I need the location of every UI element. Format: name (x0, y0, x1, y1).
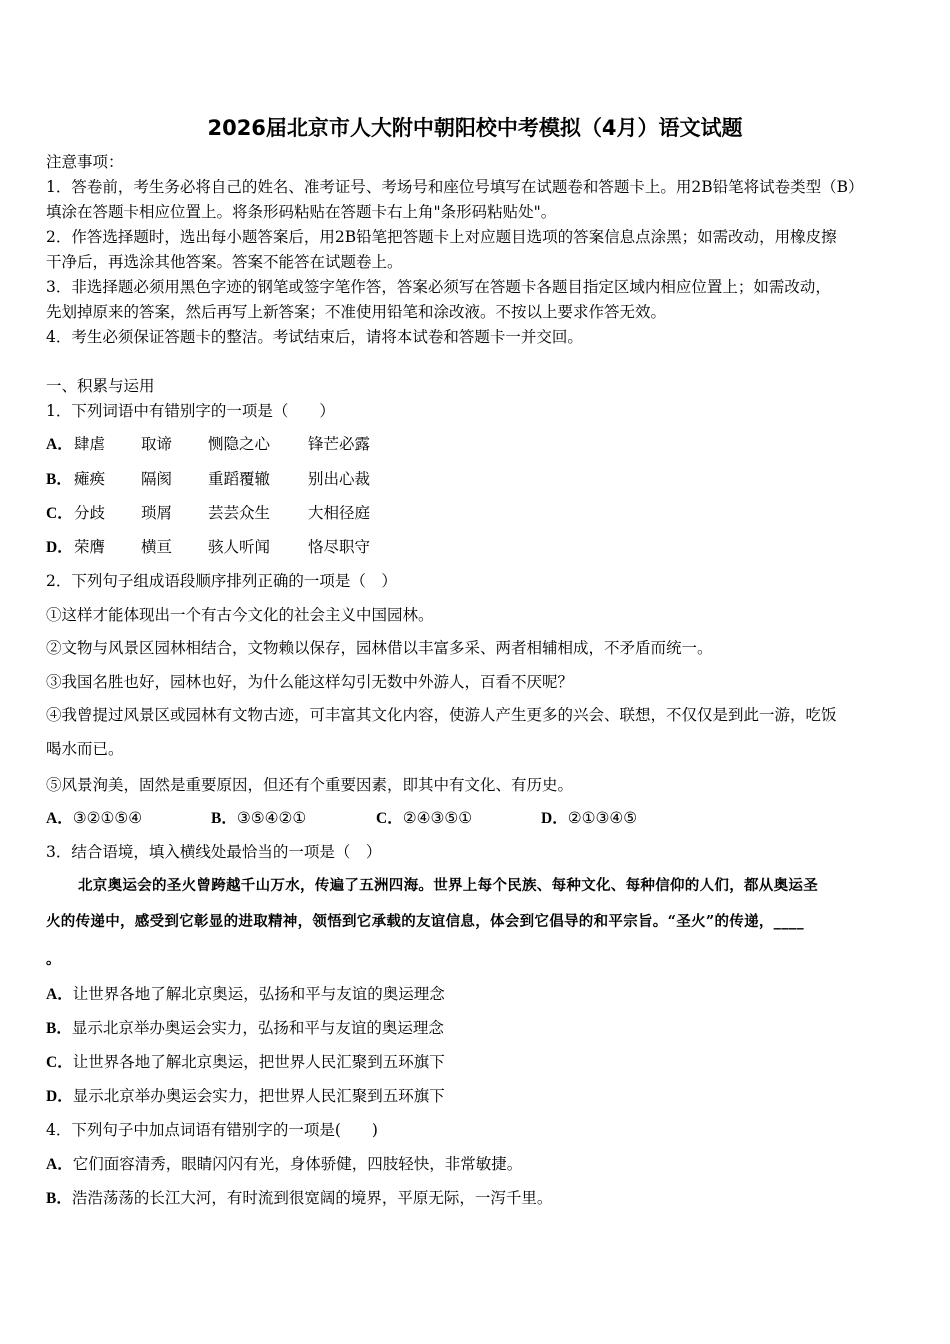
notice-line: 先划掉原来的答案，然后再写上新答案；不准使用铅笔和涂改液。不按以上要求作答无效。 (46, 303, 667, 321)
word: 恻隐之心 (208, 435, 271, 453)
sentence: 喝水而已。 (46, 740, 124, 758)
option-label: B． (46, 471, 72, 488)
option-text: ③②①⑤④ (72, 809, 143, 827)
q2-option-d (541, 808, 706, 829)
question-3-stem: 3．结合语境，填入横线处最恰当的一项是（ ） (46, 843, 382, 861)
notice-line: 2．作答选择题时，选出每小题答案后，用2B铅笔把答题卡上对应题目选项的答案信息点涂黑；如需改动，用橡皮擦 (46, 228, 837, 246)
notice-line: 3．非选择题必须用黑色字迹的钢笔或签字笔作答，答案必须写在答题卡各题目指定区域内相应位置上；如需改动， (46, 278, 831, 296)
word: 重蹈覆辙 (208, 470, 271, 488)
q4-option-b (46, 1188, 552, 1209)
word: 芸芸众生 (208, 504, 271, 522)
question-2-stem: 2．下列句子组成语段顺序排列正确的一项是（ ） (46, 572, 397, 590)
q4-option-a (46, 1154, 522, 1175)
notice-line: 4．考生必须保证答题卡的整洁。考试结束后，请将本试卷和答题卡一并交回。 (46, 328, 583, 346)
q3-option-c (46, 1052, 445, 1073)
word: 肆虐 (74, 435, 106, 453)
q3-option-d (46, 1086, 445, 1107)
option-text: 让世界各地了解北京奥运，弘扬和平与友谊的奥运理念 (72, 985, 445, 1003)
notice-heading: 注意事项： (46, 153, 124, 171)
q1-option-a (46, 434, 370, 455)
word: 横亘 (141, 538, 173, 556)
option-label: C． (46, 1054, 73, 1071)
option-label: B． (46, 1020, 72, 1037)
notice-line: 填涂在答题卡相应位置上。将条形码粘贴在答题卡右上角"条形码粘贴处"。 (46, 203, 557, 221)
option-text: 浩浩荡荡的长江大河，有时流到很宽阔的境界，平原无际，一泻千里。 (71, 1189, 553, 1207)
option-text: 显示北京举办奥运会实力，把世界人民汇聚到五环旗下 (72, 1087, 445, 1105)
option-label: C． (46, 505, 73, 522)
word: 隔阂 (141, 470, 173, 488)
sentence: ③我国名胜也好，园林也好，为什么能这样勾引无数中外游人，百看不厌呢？ (46, 673, 574, 691)
option-label: B． (211, 810, 237, 827)
word: 取谛 (141, 435, 173, 453)
q2-option-c (376, 808, 541, 829)
q1-option-b (46, 469, 370, 490)
word: 骇人听闻 (208, 538, 271, 556)
option-label: D． (46, 1088, 73, 1105)
sentence: ①这样才能体现出一个有古今文化的社会主义中国园林。 (46, 606, 434, 624)
section-heading: 一、积累与运用 (46, 377, 155, 395)
page-title: 2026届北京市人大附中朝阳校中考模拟（4月）语文试题 (207, 116, 743, 140)
word: 别出心裁 (308, 470, 371, 488)
sentence: ②文物与风景区园林相结合，文物赖以保存，园林借以丰富多采、两者相辅相成，不矛盾而统一。 (46, 639, 713, 657)
q1-option-d (46, 537, 370, 558)
word: 瘫痪 (74, 470, 106, 488)
question-1-stem: 1．下列词语中有错别字的一项是（ ） (46, 402, 335, 420)
option-label: B． (46, 1190, 72, 1207)
option-label: D． (541, 810, 568, 827)
word: 琐屑 (141, 504, 173, 522)
option-text: 它们面容清秀，眼睛闪闪有光，身体骄健，四肢轻快，非常敏捷。 (72, 1155, 523, 1173)
q2-option-b (211, 808, 376, 829)
option-label: A． (46, 986, 73, 1003)
option-text: ③⑤④②① (236, 809, 307, 827)
sentence: ⑤风景洵美，固然是重要原因，但还有个重要因素，即其中有文化、有历史。 (46, 776, 574, 794)
option-label: A． (46, 436, 73, 453)
q2-options (46, 808, 706, 829)
option-text: ②④③⑤① (402, 809, 473, 827)
option-label: A． (46, 810, 73, 827)
passage-line: 北京奥运会的圣火曾跨越千山万水，传遍了五洲四海。世界上每个民族、每种文化、每种信仰的人们，都从奥运圣 (78, 877, 818, 894)
option-text: 显示北京举办奥运会实力，弘扬和平与友谊的奥运理念 (71, 1019, 444, 1037)
question-4-stem: 4．下列句子中加点词语有错别字的一项是( ) (46, 1121, 378, 1139)
word: 锋芒必露 (308, 435, 371, 453)
option-label: C． (376, 810, 403, 827)
sentence: ④我曾提过风景区或园林有文物古迹，可丰富其文化内容，使游人产生更多的兴会、联想，不仅仅是到此一游，吃饭 (46, 706, 837, 724)
word: 荣膺 (74, 538, 106, 556)
q2-option-a (46, 808, 211, 829)
notice-line: 1．答卷前，考生务必将自己的姓名、准考证号、考场号和座位号填写在试题卷和答题卡上。用2B铅笔将试卷类型（B） (46, 178, 864, 196)
notice-line: 干净后，再选涂其他答案。答案不能答在试题卷上。 (46, 253, 403, 271)
q1-option-c (46, 503, 370, 524)
passage-line: 。 (46, 951, 61, 968)
passage-line: 火的传递中，感受到它彰显的进取精神，领悟到它承载的友谊信息，体会到它倡导的和平宗旨。“圣火”的传递，____ (46, 913, 804, 930)
option-label: A． (46, 1156, 73, 1173)
q3-option-b (46, 1018, 444, 1039)
word: 分歧 (74, 504, 106, 522)
option-text: ②①③④⑤ (567, 809, 638, 827)
option-text: 让世界各地了解北京奥运，把世界人民汇聚到五环旗下 (72, 1053, 445, 1071)
word: 大相径庭 (308, 504, 371, 522)
option-label: D． (46, 539, 73, 556)
word: 恪尽职守 (308, 538, 371, 556)
q3-option-a (46, 984, 445, 1005)
